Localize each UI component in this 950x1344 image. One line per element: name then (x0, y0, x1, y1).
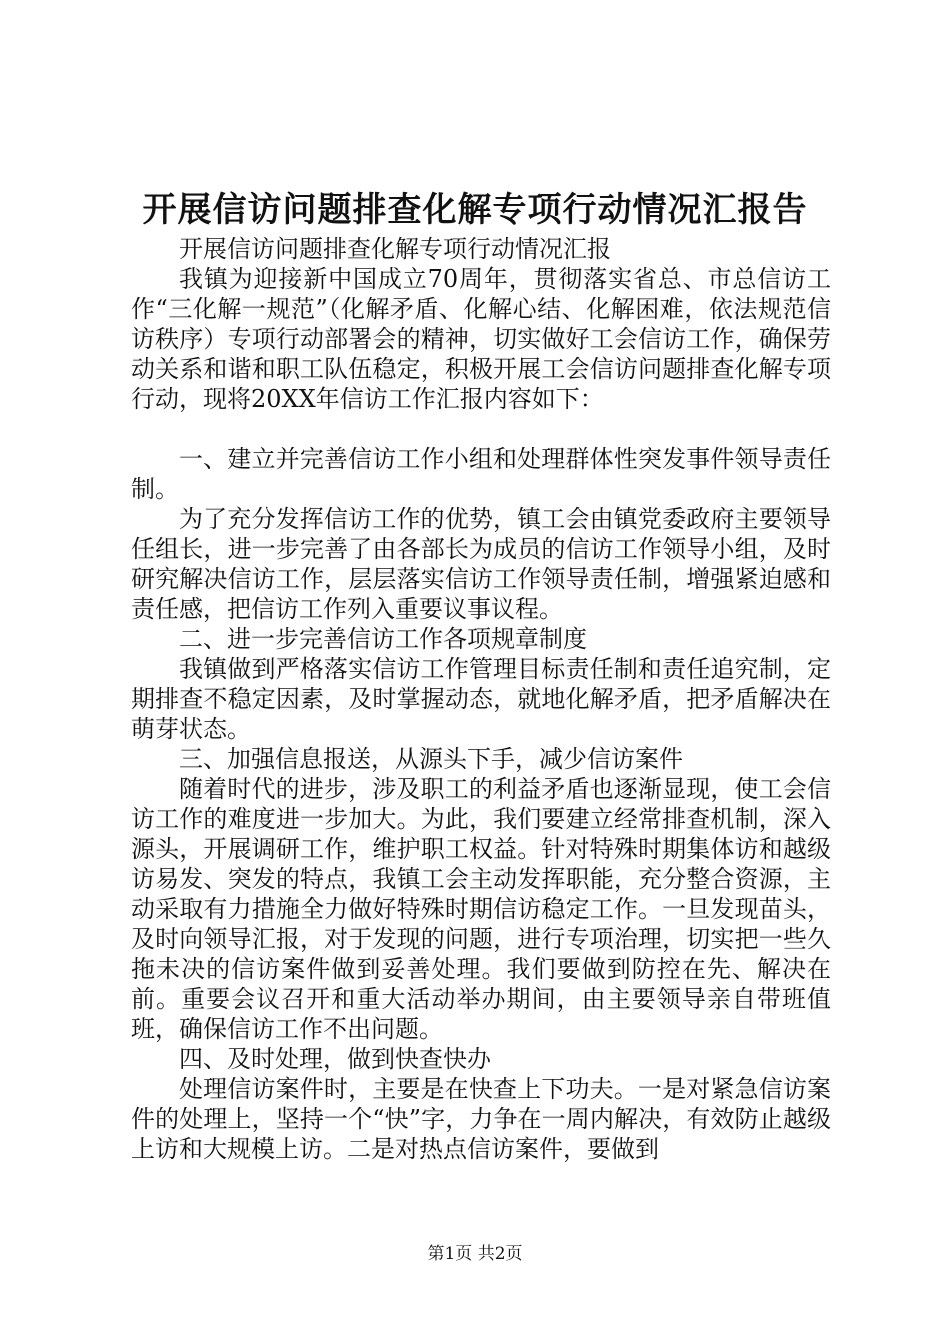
intro-paragraph: 我镇为迎接新中国成立70周年，贯彻落实省总、市总信访工作“三化解一规范”（化解矛盾、化解心结、化解困难，依法规范信访秩序）专项行动部署会的精神，切实做好工会信访工作，确保劳动关系和谐和职工队伍稳定，积极开展工会信访问题排查化解专项行动，现将20XX年信访工作汇报内容如下： (131, 265, 831, 413)
section-heading-3: 三、加强信息报送，从源头下手，减少信访案件 (179, 745, 683, 773)
section-paragraph-4: 处理信访案件时，主要是在快查上下功夫。一是对紧急信访案件的处理上，坚持一个“快”字，力争在一周内解决，有效防止越级上访和大规模上访。二是对热点信访案件，要做到 (131, 1075, 831, 1163)
section-heading-2: 二、进一步完善信访工作各项规章制度 (179, 625, 587, 653)
page-footer: 第1页 共2页 (427, 1244, 523, 1264)
section-paragraph-1: 为了充分发挥信访工作的优势，镇工会由镇党委政府主要领导任组长，进一步完善了由各部长为成员的信访工作领导小组，及时研究解决信访工作，层层落实信访工作领导责任制，增强紧迫感和责任感，把信访工作列入重要议事议程。 (131, 505, 831, 623)
section-paragraph-3: 随着时代的进步，涉及职工的利益矛盾也逐渐显现，使工会信访工作的难度进一步加大。为此，我们要建立经常排查机制，深入源头，开展调研工作，维护职工权益。针对特殊时期集体访和越级访易发、突发的特点，我镇工会主动发挥职能，充分整合资源，主动采取有力措施全力做好特殊时期信访稳定工作。一旦发现苗头，及时向领导汇报，对于发现的问题，进行专项治理，切实把一些久拖未决的信访案件做到妥善处理。我们要做到防控在先、解决在前。重要会议召开和重大活动举办期间，由主要领导亲自带班值班，确保信访工作不出问题。 (131, 775, 831, 1043)
section-heading-4: 四、及时处理，做到快查快办 (179, 1045, 491, 1073)
subtitle-paragraph: 开展信访问题排查化解专项行动情况汇报 (179, 235, 611, 263)
document-body (131, 234, 831, 1164)
document-title: 开展信访问题排查化解专项行动情况汇报告 (142, 190, 808, 230)
section-paragraph-2: 我镇做到严格落实信访工作管理目标责任制和责任追究制，定期排查不稳定因素，及时掌握动态，就地化解矛盾，把矛盾解决在萌芽状态。 (131, 655, 831, 743)
section-heading-1: 一、建立并完善信访工作小组和处理群体性突发事件领导责任制。 (131, 445, 831, 503)
